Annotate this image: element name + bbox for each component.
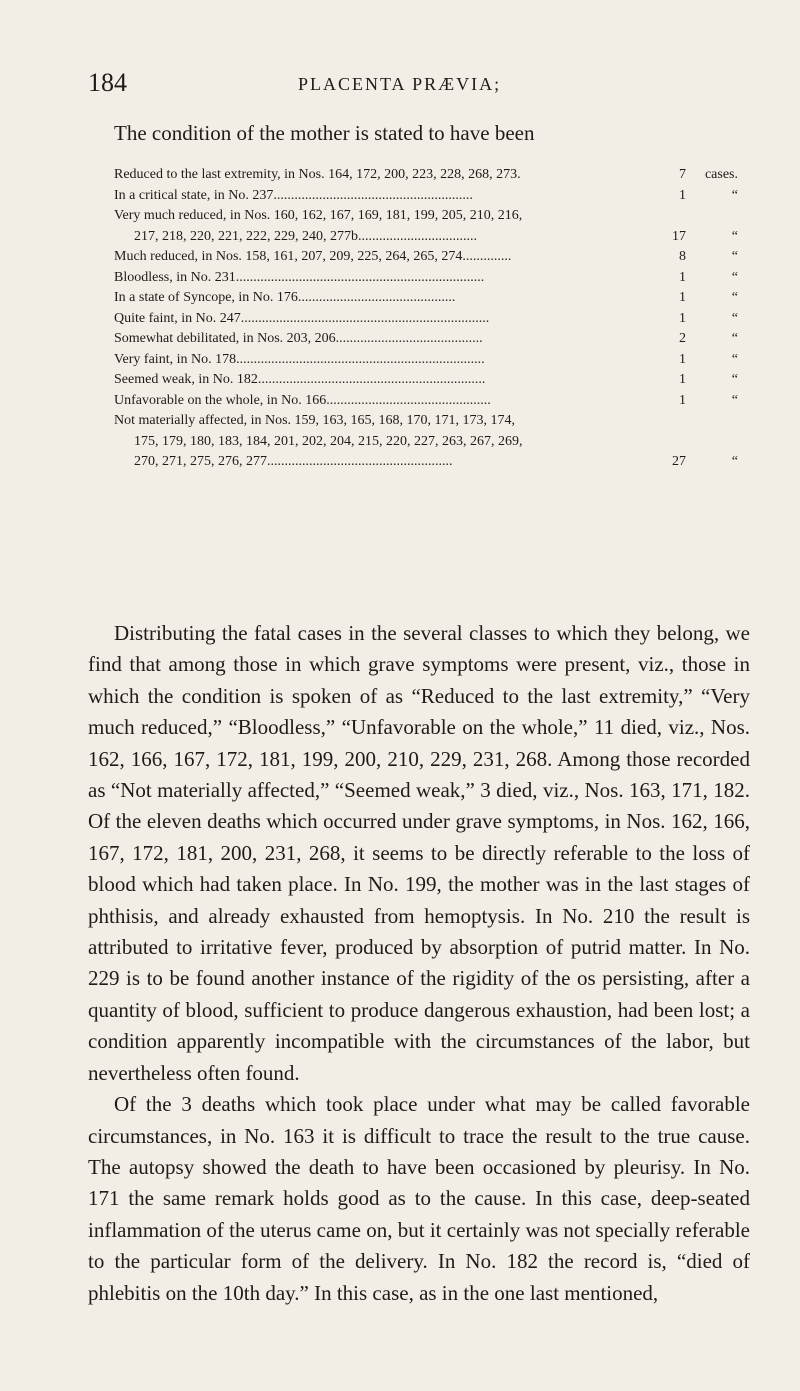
row-label: Not materially affected, in Nos. 159, 163, 165, 168, 170, 171, 173, 174, xyxy=(114,413,516,428)
row-unit: “ xyxy=(731,454,738,469)
row-count: 1 xyxy=(679,269,686,285)
row-count: 2 xyxy=(679,331,686,346)
row-unit: “ xyxy=(731,228,738,244)
table-row xyxy=(114,391,738,412)
row-label: Very faint, in No. 178....................................................................... xyxy=(114,351,485,367)
row-count: 1 xyxy=(679,187,686,203)
table-row xyxy=(114,206,738,247)
running-title: PLACENTA PRÆVIA; xyxy=(298,74,502,94)
table-row xyxy=(114,350,738,371)
row-unit: “ xyxy=(731,392,738,408)
page-number: 184 xyxy=(88,68,127,97)
table-row xyxy=(114,329,738,350)
row-label: Somewhat debilitated, in Nos. 203, 206.......................................... xyxy=(114,331,483,346)
table-row xyxy=(114,288,738,309)
table-row xyxy=(114,186,738,207)
row-label: Bloodless, in No. 231....................................................................... xyxy=(114,269,485,285)
row-unit: “ xyxy=(731,290,738,305)
row-label: Reduced to the last extremity, in Nos. 164, 172, 200, 223, 228, 268, 273. xyxy=(114,167,521,182)
row-label: Unfavorable on the whole, in No. 166............................................... xyxy=(114,392,491,408)
condition-table xyxy=(114,165,738,473)
row-label: 175, 179, 180, 183, 184, 201, 202, 204, 215, 220, 227, 263, 267, 269, xyxy=(134,433,523,449)
table-row xyxy=(114,309,738,330)
paragraph: Of the 3 deaths which took place under what may be called favorable circumstances, in No. 163 it is difficult to trace the result to the true cause. The autopsy showed the death to have been occasioned by pleurisy. In No. 171 the same remark holds good as to the cause. In this case, deep-seated inflammation of the uterus came on, but it certainly was not specially referable to the particular form of the delivery. In No. 182 the record is, “died of phlebitis on the 10th day.” In this case, as in the one last mentioned, xyxy=(88,1092,750,1305)
row-count: 1 xyxy=(679,372,686,387)
row-unit: “ xyxy=(731,310,738,326)
row-label: Seemed weak, in No. 182................................................................. xyxy=(114,372,486,387)
row-unit: “ xyxy=(731,187,738,203)
row-unit: “ xyxy=(731,351,738,367)
row-label: In a critical state, in No. 237......................................................... xyxy=(114,187,473,203)
row-unit: “ xyxy=(731,269,738,285)
row-unit: “ xyxy=(731,331,738,346)
row-label: Very much reduced, in Nos. 160, 162, 167, 169, 181, 199, 205, 210, 216, xyxy=(114,208,523,223)
row-label: In a state of Syncope, in No. 176............................................. xyxy=(114,290,456,305)
row-label: 217, 218, 220, 221, 222, 229, 240, 277b.................................. xyxy=(134,228,477,244)
body-text xyxy=(88,618,750,1309)
paragraph: Distributing the fatal cases in the several classes to which they belong, we find that among those in which grave symptoms were present, viz., those in which the condition is spoken of as “Reduced to the last extremity,” “Very much reduced,” “Bloodless,” “Unfavorable on the whole,” 11 died, viz., Nos. 162, 166, 167, 172, 181, 199, 200, 210, 229, 231, 268. Among those recorded as “Not materially affected,” “Seemed weak,” 3 died, viz., Nos. 163, 171, 182. Of the eleven deaths which occurred under grave symptoms, in Nos. 162, 166, 167, 172, 181, 200, 231, 268, it seems to be directly referable to the loss of blood which had taken place. In No. 199, the mother was in the last stages of phthisis, and already exhausted from hemoptysis. In No. 210 the result is attributed to irritative fever, produced by absorption of putrid matter. In No. 229 is to be found another instance of the rigidity of the os persisting, after a quantity of blood, sufficient to produce dangerous exhaustion, had been lost; a condition apparently incompatible with the circumstances of the labor, but nevertheless often found. xyxy=(88,621,750,1085)
row-unit: “ xyxy=(731,249,738,264)
table-row xyxy=(114,411,738,473)
table-row xyxy=(114,370,738,391)
page-header xyxy=(88,68,738,108)
row-unit: cases. xyxy=(704,167,738,182)
row-label: Quite faint, in No. 247....................................................................... xyxy=(114,310,490,326)
row-count: 8 xyxy=(679,249,686,264)
row-count: 7 xyxy=(679,167,686,182)
row-count: 1 xyxy=(679,310,686,326)
row-label: Much reduced, in Nos. 158, 161, 207, 209, 225, 264, 265, 274.............. xyxy=(114,249,512,264)
row-label: 270, 271, 275, 276, 277..................................................... xyxy=(134,454,453,469)
row-count: 27 xyxy=(672,454,686,469)
intro-line: The condition of the mother is stated to have been xyxy=(114,121,535,145)
row-unit: “ xyxy=(731,372,738,387)
row-count: 1 xyxy=(679,392,686,408)
row-count: 1 xyxy=(679,351,686,367)
row-count: 17 xyxy=(672,228,686,244)
row-count: 1 xyxy=(679,290,686,305)
table-row xyxy=(114,268,738,289)
table-row xyxy=(114,165,738,186)
table-row xyxy=(114,247,738,268)
